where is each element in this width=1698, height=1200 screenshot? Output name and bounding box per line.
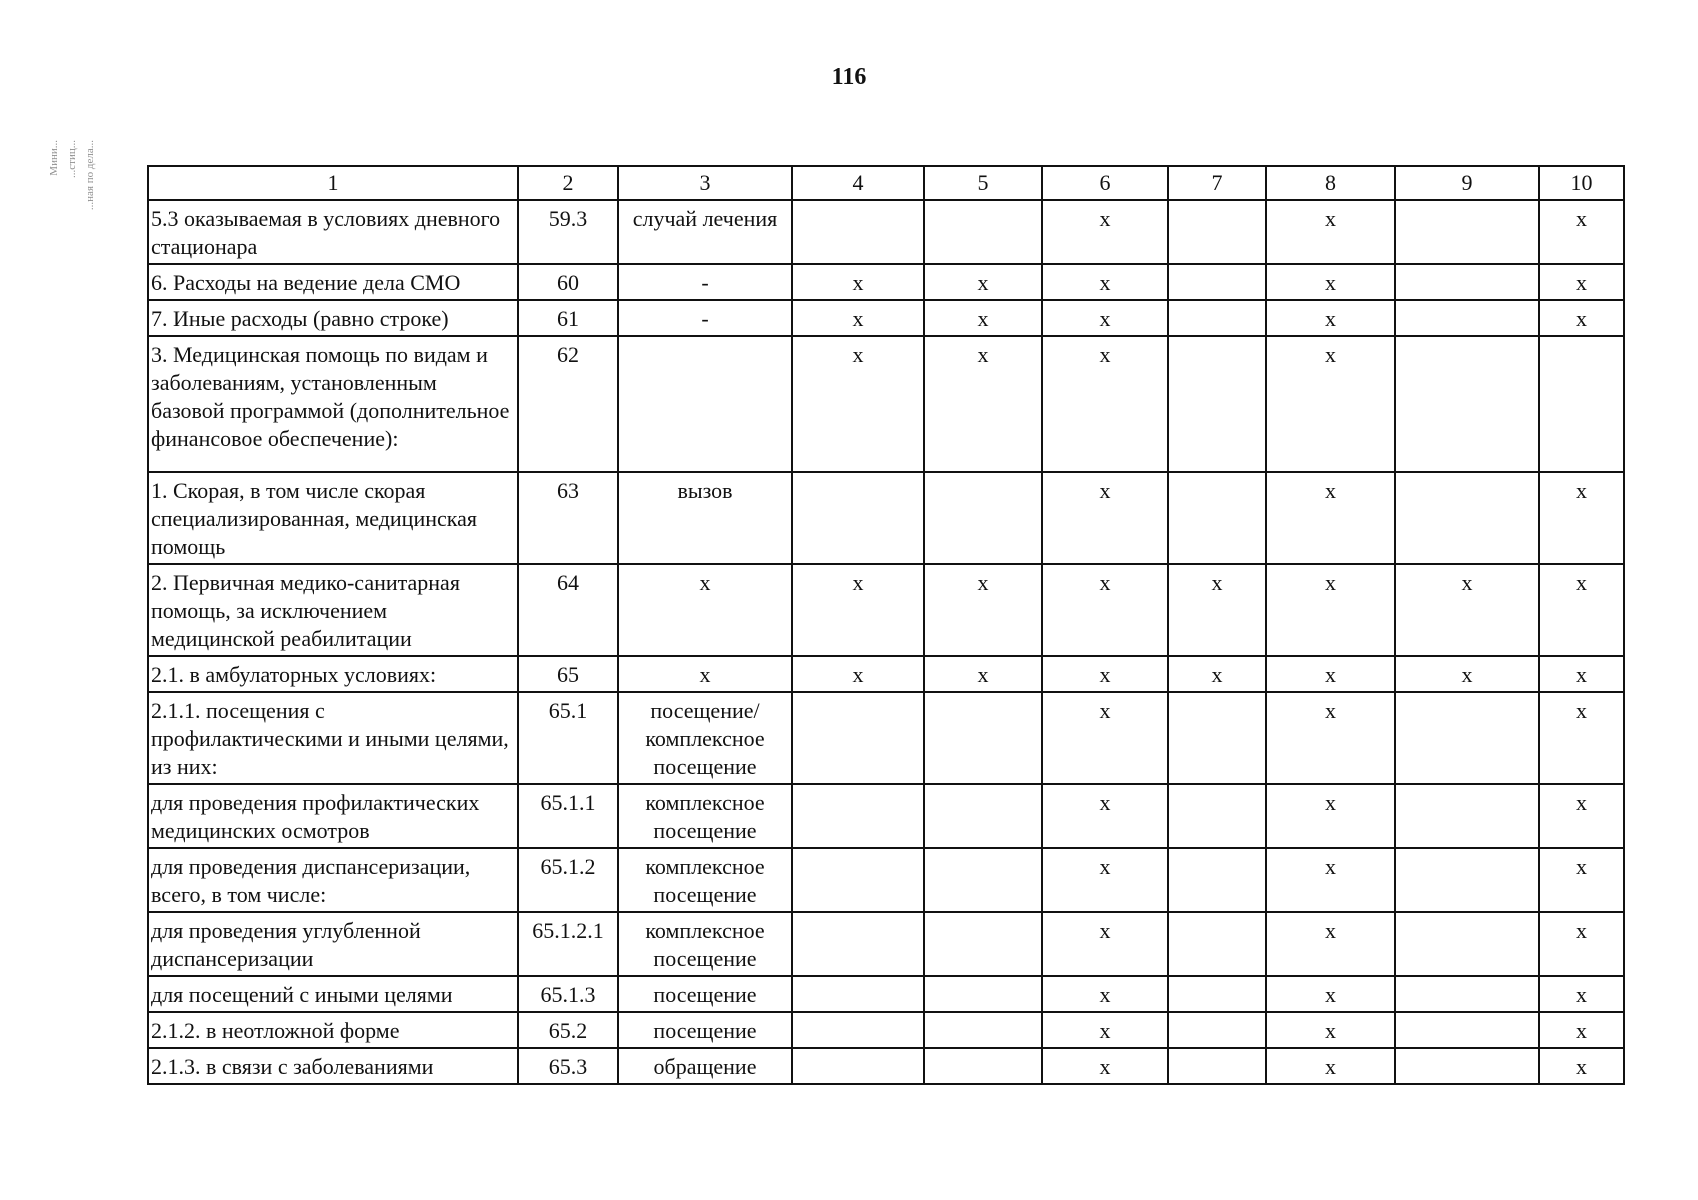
col-7-cell [1168, 912, 1266, 976]
col-8-cell: х [1266, 1012, 1395, 1048]
column-header: 4 [792, 166, 924, 200]
side-stamp [48, 140, 118, 320]
row-code-cell: 59.3 [518, 200, 618, 264]
col-7-cell [1168, 976, 1266, 1012]
col-9-cell: х [1395, 564, 1539, 656]
col-5-cell [924, 848, 1042, 912]
row-name-cell: 2.1.3. в связи с заболеваниями [148, 1048, 518, 1084]
col-8-cell: х [1266, 300, 1395, 336]
col-5-cell [924, 200, 1042, 264]
col-4-cell: х [792, 264, 924, 300]
col-10-cell: х [1539, 564, 1624, 656]
col-7-cell: х [1168, 656, 1266, 692]
col-9-cell [1395, 1012, 1539, 1048]
table-row [148, 912, 1624, 976]
col-4-cell: х [792, 336, 924, 472]
col-9-cell [1395, 472, 1539, 564]
col-9-cell [1395, 912, 1539, 976]
col-4-cell: х [792, 564, 924, 656]
row-code-cell: 65.1.3 [518, 976, 618, 1012]
col-7-cell [1168, 472, 1266, 564]
table-row [148, 848, 1624, 912]
col-4-cell [792, 692, 924, 784]
table-row [148, 564, 1624, 656]
column-header: 2 [518, 166, 618, 200]
row-name-cell: 3. Медицинская помощь по видам и заболеваниям, установленным базовой программой (дополнительное финансовое обеспечение): [148, 336, 518, 472]
col-6-cell: х [1042, 784, 1168, 848]
column-header: 5 [924, 166, 1042, 200]
row-name-cell: 2.1.2. в неотложной форме [148, 1012, 518, 1048]
table-row [148, 472, 1624, 564]
row-name-cell: для проведения профилактических медицинских осмотров [148, 784, 518, 848]
col-10-cell: х [1539, 472, 1624, 564]
col-10-cell: х [1539, 656, 1624, 692]
column-header: 7 [1168, 166, 1266, 200]
unit-cell: посещение/ комплексное посещение [618, 692, 792, 784]
col-5-cell [924, 976, 1042, 1012]
col-4-cell [792, 848, 924, 912]
col-8-cell: х [1266, 264, 1395, 300]
col-10-cell: х [1539, 784, 1624, 848]
col-5-cell [924, 912, 1042, 976]
col-4-cell [792, 912, 924, 976]
col-4-cell [792, 472, 924, 564]
side-stamp-line: ...ная по дела... [84, 140, 96, 211]
col-8-cell: х [1266, 976, 1395, 1012]
row-code-cell: 65.1.2.1 [518, 912, 618, 976]
table-row [148, 264, 1624, 300]
col-5-cell [924, 1012, 1042, 1048]
col-6-cell: х [1042, 912, 1168, 976]
row-code-cell: 65.2 [518, 1012, 618, 1048]
column-header: 1 [148, 166, 518, 200]
row-name-cell: для посещений с иными целями [148, 976, 518, 1012]
table-row [148, 1012, 1624, 1048]
row-name-cell: 1. Скорая, в том числе скорая специализированная, медицинская помощь [148, 472, 518, 564]
header-row [148, 166, 1624, 200]
col-7-cell [1168, 784, 1266, 848]
row-name-cell: 2.1. в амбулаторных условиях: [148, 656, 518, 692]
row-name-cell: для проведения диспансеризации, всего, в том числе: [148, 848, 518, 912]
col-7-cell [1168, 1048, 1266, 1084]
row-code-cell: 65.1.1 [518, 784, 618, 848]
col-7-cell [1168, 336, 1266, 472]
col-6-cell: х [1042, 848, 1168, 912]
col-4-cell [792, 200, 924, 264]
unit-cell [618, 336, 792, 472]
col-6-cell: х [1042, 656, 1168, 692]
row-code-cell: 65 [518, 656, 618, 692]
col-6-cell: х [1042, 300, 1168, 336]
row-name-cell: 5.3 оказываемая в условиях дневного стационара [148, 200, 518, 264]
row-name-cell: 2.1.1. посещения с профилактическими и иными целями, из них: [148, 692, 518, 784]
col-5-cell: х [924, 564, 1042, 656]
row-code-cell: 63 [518, 472, 618, 564]
table-row [148, 976, 1624, 1012]
col-7-cell [1168, 1012, 1266, 1048]
side-stamp-line: Мини... [48, 140, 60, 176]
col-5-cell: х [924, 336, 1042, 472]
col-10-cell: х [1539, 692, 1624, 784]
unit-cell: вызов [618, 472, 792, 564]
col-8-cell: х [1266, 656, 1395, 692]
table-row [148, 784, 1624, 848]
col-5-cell [924, 1048, 1042, 1084]
col-9-cell [1395, 976, 1539, 1012]
col-7-cell [1168, 264, 1266, 300]
col-8-cell: х [1266, 200, 1395, 264]
col-4-cell [792, 1048, 924, 1084]
report-table [147, 165, 1625, 1085]
column-header: 9 [1395, 166, 1539, 200]
unit-cell: комплексное посещение [618, 784, 792, 848]
table-row [148, 200, 1624, 264]
col-10-cell: х [1539, 300, 1624, 336]
col-8-cell: х [1266, 912, 1395, 976]
col-10-cell: х [1539, 264, 1624, 300]
column-header: 6 [1042, 166, 1168, 200]
row-name-cell: 2. Первичная медико-санитарная помощь, за исключением медицинской реабилитации [148, 564, 518, 656]
side-stamp-line: ...стиц... [66, 140, 78, 178]
unit-cell: - [618, 264, 792, 300]
col-8-cell: х [1266, 692, 1395, 784]
col-7-cell [1168, 300, 1266, 336]
col-7-cell [1168, 200, 1266, 264]
row-code-cell: 65.3 [518, 1048, 618, 1084]
col-10-cell: х [1539, 848, 1624, 912]
unit-cell: посещение [618, 976, 792, 1012]
col-6-cell: х [1042, 692, 1168, 784]
row-code-cell: 65.1 [518, 692, 618, 784]
col-6-cell: х [1042, 264, 1168, 300]
row-code-cell: 61 [518, 300, 618, 336]
col-8-cell: х [1266, 784, 1395, 848]
col-4-cell [792, 784, 924, 848]
col-9-cell [1395, 336, 1539, 472]
col-10-cell: х [1539, 1012, 1624, 1048]
column-header: 3 [618, 166, 792, 200]
col-10-cell: х [1539, 1048, 1624, 1084]
col-6-cell: х [1042, 336, 1168, 472]
col-5-cell [924, 472, 1042, 564]
table-row [148, 1048, 1624, 1084]
col-9-cell [1395, 264, 1539, 300]
col-7-cell [1168, 692, 1266, 784]
col-6-cell: х [1042, 1048, 1168, 1084]
row-code-cell: 65.1.2 [518, 848, 618, 912]
table-row [148, 336, 1624, 472]
unit-cell: посещение [618, 1012, 792, 1048]
col-9-cell [1395, 1048, 1539, 1084]
col-7-cell [1168, 848, 1266, 912]
col-9-cell [1395, 784, 1539, 848]
col-10-cell: х [1539, 200, 1624, 264]
row-code-cell: 64 [518, 564, 618, 656]
col-6-cell: х [1042, 472, 1168, 564]
col-10-cell: х [1539, 976, 1624, 1012]
column-header: 10 [1539, 166, 1624, 200]
row-code-cell: 62 [518, 336, 618, 472]
col-8-cell: х [1266, 564, 1395, 656]
col-9-cell: х [1395, 656, 1539, 692]
col-4-cell [792, 976, 924, 1012]
col-5-cell: х [924, 656, 1042, 692]
col-5-cell: х [924, 264, 1042, 300]
page-number: 116 [831, 64, 867, 90]
col-7-cell: х [1168, 564, 1266, 656]
col-9-cell [1395, 300, 1539, 336]
col-4-cell [792, 1012, 924, 1048]
table-row [148, 692, 1624, 784]
row-name-cell: 7. Иные расходы (равно строке) [148, 300, 518, 336]
table-row [148, 656, 1624, 692]
col-10-cell: х [1539, 912, 1624, 976]
unit-cell: комплексное посещение [618, 848, 792, 912]
col-6-cell: х [1042, 200, 1168, 264]
col-9-cell [1395, 848, 1539, 912]
row-code-cell: 60 [518, 264, 618, 300]
table-body [148, 200, 1624, 1084]
col-4-cell: х [792, 656, 924, 692]
col-9-cell [1395, 692, 1539, 784]
col-6-cell: х [1042, 976, 1168, 1012]
col-4-cell: х [792, 300, 924, 336]
unit-cell: обращение [618, 1048, 792, 1084]
table-row [148, 300, 1624, 336]
row-name-cell: для проведения углубленной диспансеризации [148, 912, 518, 976]
col-8-cell: х [1266, 1048, 1395, 1084]
col-6-cell: х [1042, 1012, 1168, 1048]
unit-cell: - [618, 300, 792, 336]
col-5-cell: х [924, 300, 1042, 336]
unit-cell: х [618, 656, 792, 692]
col-6-cell: х [1042, 564, 1168, 656]
unit-cell: комплексное посещение [618, 912, 792, 976]
col-8-cell: х [1266, 472, 1395, 564]
col-5-cell [924, 692, 1042, 784]
col-8-cell: х [1266, 336, 1395, 472]
col-9-cell [1395, 200, 1539, 264]
row-name-cell: 6. Расходы на ведение дела СМО [148, 264, 518, 300]
column-header: 8 [1266, 166, 1395, 200]
col-5-cell [924, 784, 1042, 848]
col-10-cell [1539, 336, 1624, 472]
unit-cell: случай лечения [618, 200, 792, 264]
unit-cell: х [618, 564, 792, 656]
col-8-cell: х [1266, 848, 1395, 912]
